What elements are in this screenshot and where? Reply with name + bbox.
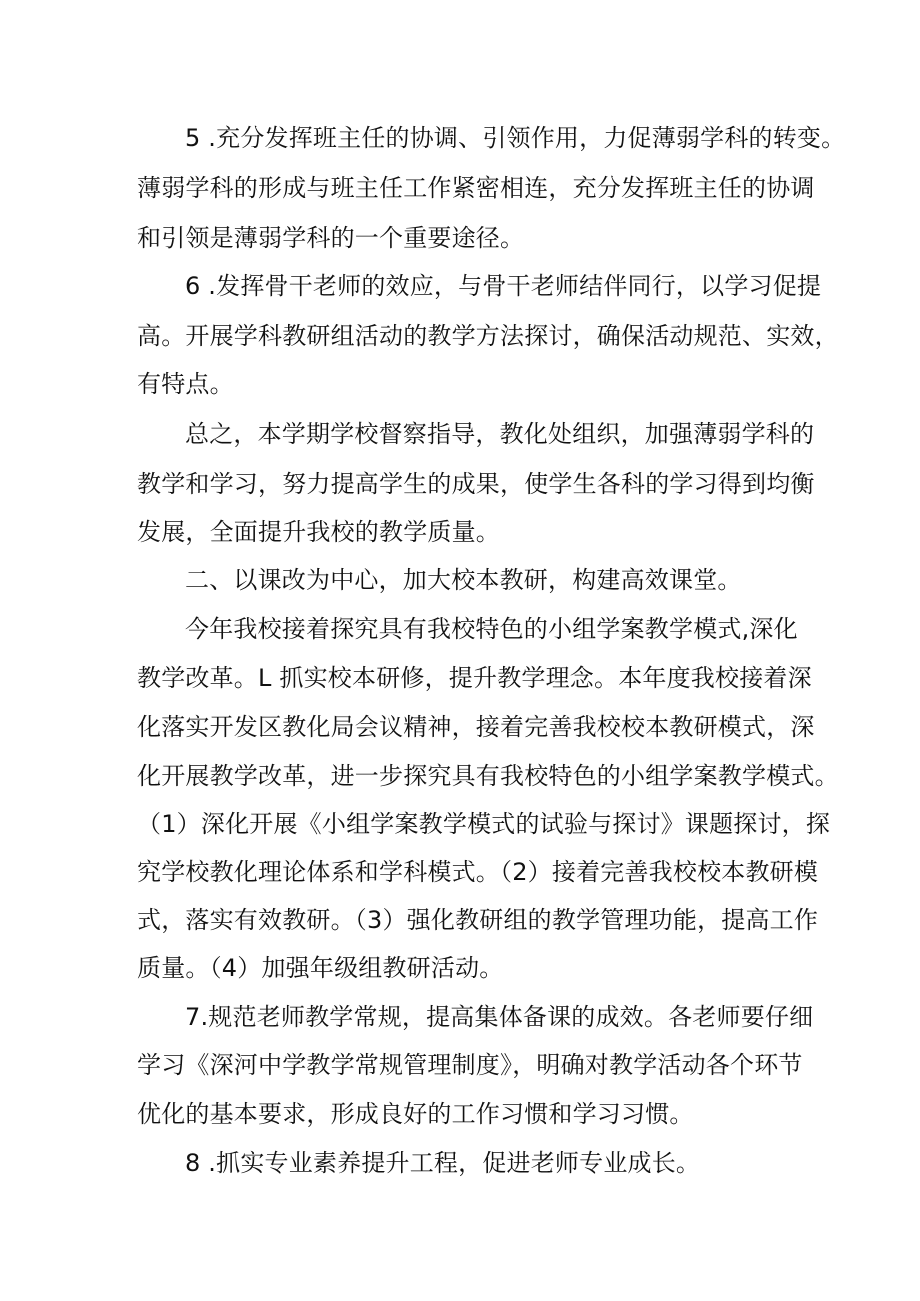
text-line: 优化的基本要求，形成良好的工作习惯和学习习惯。 — [137, 1100, 694, 1128]
text-line: 8 .抓实专业素养提升工程，促进老师专业成长。 — [185, 1149, 701, 1177]
text-line: 6 .发挥骨干老师的效应，与骨干老师结伴同行，以学习促提 — [185, 272, 822, 300]
text-line: 总之，本学期学校督察指导，教化处组织，加强薄弱学科的 — [185, 420, 815, 448]
text-line: 5 .充分发挥班主任的协调、引领作用，力促薄弱学科的转变。 — [185, 124, 846, 152]
text-line: 式，落实有效教研。（3）强化教研组的教学管理功能，提高工作 — [137, 906, 819, 934]
text-line: 化开展教学改革，进一步探究具有我校特色的小组学案教学模式。 — [137, 762, 839, 790]
text-line: 高。开展学科教研组活动的教学方法探讨，确保活动规范、实效， — [137, 322, 839, 350]
text-line: 质量。（4）加强年级组教研活动。 — [137, 954, 504, 982]
text-line: 今年我校接着探究具有我校特色的小组学案教学模式,深化 — [185, 615, 798, 643]
text-line: 发展，全面提升我校的教学质量。 — [137, 518, 500, 546]
text-line: 究学校教化理论体系和学科模式。（2）接着完善我校校本教研模 — [137, 858, 819, 886]
text-line: 教学改革。L 抓实校本研修，提升教学理念。本年度我校接着深 — [137, 664, 812, 692]
text-line: （1）深化开展《小组学案教学模式的试验与探讨》课题探讨，探 — [137, 810, 831, 838]
text-line: 和引领是薄弱学科的一个重要途径。 — [137, 224, 525, 252]
section-heading: 二、以课改为中心，加大校本教研，构建高效课堂。 — [185, 566, 742, 594]
text-line: 有特点。 — [137, 370, 234, 398]
text-line: 7.规范老师教学常规，提高集体备课的成效。各老师要仔细 — [185, 1003, 814, 1031]
text-line: 化落实开发区教化局会议精神，接着完善我校校本教研模式，深 — [137, 713, 815, 741]
text-line: 学习《深河中学教学常规管理制度》，明确对教学活动各个环节 — [137, 1051, 803, 1079]
text-line: 薄弱学科的形成与班主任工作紧密相连，充分发挥班主任的协调 — [137, 174, 815, 202]
text-line: 教学和学习，努力提高学生的成果，使学生各科的学习得到均衡 — [137, 470, 815, 498]
